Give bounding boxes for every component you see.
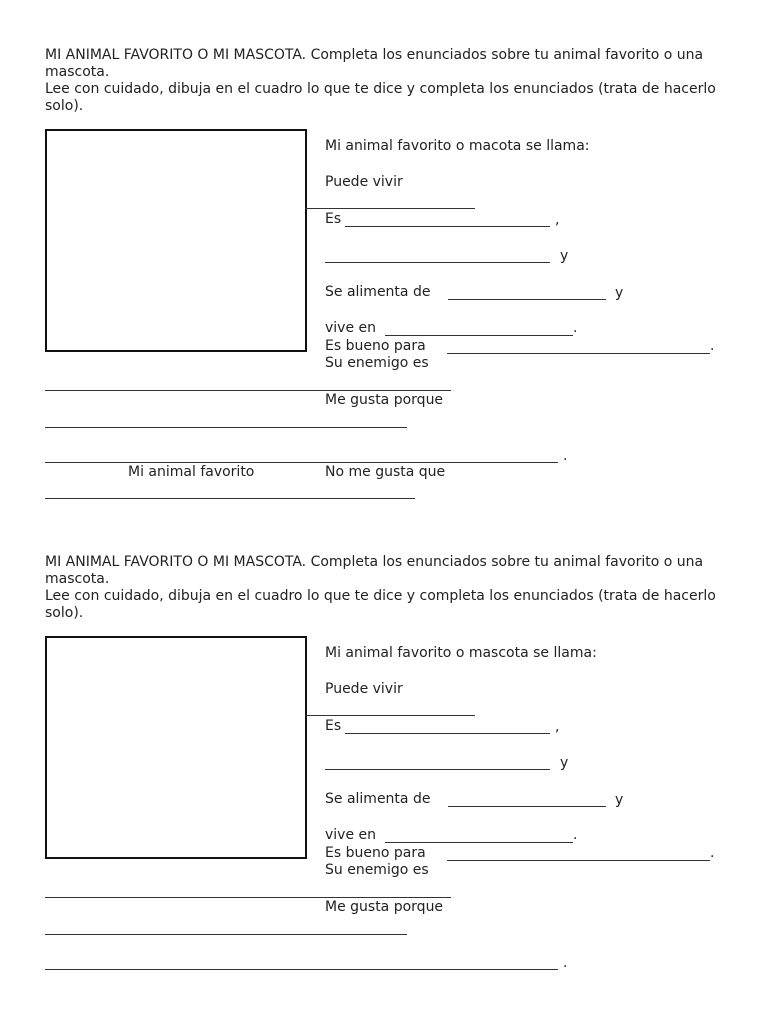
comma: , <box>555 212 560 228</box>
period-2: . <box>710 845 715 861</box>
period-3: . <box>563 955 568 971</box>
good-for-label: Es bueno para <box>325 338 426 354</box>
instructions-body: Lee con cuidado, dibuja en el cuadro lo que te dice y completa los enunciados (trata de hacerlo solo). <box>45 588 716 621</box>
drawing-box[interactable] <box>45 636 307 859</box>
dislikes-blank[interactable] <box>45 498 415 499</box>
likes-label: Me gusta porque <box>325 392 444 408</box>
instructions-body: Lee con cuidado, dibuja en el cuadro lo que te dice y completa los enunciados (trata de hacerlo solo). <box>45 81 716 114</box>
eats-blank[interactable] <box>448 806 606 807</box>
comma: , <box>555 719 560 735</box>
instructions <box>45 47 735 115</box>
is-label: Es <box>325 211 342 227</box>
lives-in-blank[interactable] <box>385 842 573 843</box>
is-blank-2[interactable] <box>325 262 550 263</box>
instructions <box>45 554 735 622</box>
enemy-label: Su enemigo es <box>325 355 429 371</box>
drawing-caption: Mi animal favorito <box>128 464 255 480</box>
and-label-1: y <box>560 248 569 264</box>
and-label-2: y <box>615 285 624 301</box>
dislikes-label: No me gusta que <box>325 464 446 480</box>
instructions-title: MI ANIMAL FAVORITO O MI MASCOTA. Completa los enunciados sobre tu animal favorito o una mascota. <box>45 554 704 587</box>
drawing-box[interactable] <box>45 129 307 352</box>
is-blank-1[interactable] <box>345 226 550 227</box>
lives-in-label: vive en <box>325 827 377 843</box>
period-2: . <box>710 338 715 354</box>
good-for-blank[interactable] <box>447 860 710 861</box>
eats-label: Se alimenta de <box>325 791 431 807</box>
eats-label: Se alimenta de <box>325 284 431 300</box>
likes-blank-2[interactable] <box>45 462 558 463</box>
enemy-label: Su enemigo es <box>325 862 429 878</box>
likes-label: Me gusta porque <box>325 899 444 915</box>
worksheet-1 <box>0 0 768 500</box>
eats-blank[interactable] <box>448 299 606 300</box>
name-prompt: Mi animal favorito o mascota se llama: <box>325 645 597 661</box>
period-1: . <box>573 827 578 843</box>
good-for-label: Es bueno para <box>325 845 426 861</box>
worksheet-2 <box>0 507 768 1007</box>
is-label: Es <box>325 718 342 734</box>
likes-blank-2[interactable] <box>45 969 558 970</box>
is-blank-1[interactable] <box>345 733 550 734</box>
and-label-2: y <box>615 792 624 808</box>
can-live-label: Puede vivir <box>325 174 403 190</box>
can-live-label: Puede vivir <box>325 681 403 697</box>
instructions-title: MI ANIMAL FAVORITO O MI MASCOTA. Completa los enunciados sobre tu animal favorito o una mascota. <box>45 47 704 80</box>
likes-blank-1[interactable] <box>45 934 407 935</box>
lives-in-label: vive en <box>325 320 377 336</box>
enemy-blank[interactable] <box>45 390 451 391</box>
can-live-blank[interactable] <box>305 715 475 716</box>
name-prompt: Mi animal favorito o macota se llama: <box>325 138 590 154</box>
enemy-blank[interactable] <box>45 897 451 898</box>
period-1: . <box>573 320 578 336</box>
is-blank-2[interactable] <box>325 769 550 770</box>
likes-blank-1[interactable] <box>45 427 407 428</box>
good-for-blank[interactable] <box>447 353 710 354</box>
can-live-blank[interactable] <box>305 208 475 209</box>
and-label-1: y <box>560 755 569 771</box>
period-3: . <box>563 448 568 464</box>
lives-in-blank[interactable] <box>385 335 573 336</box>
